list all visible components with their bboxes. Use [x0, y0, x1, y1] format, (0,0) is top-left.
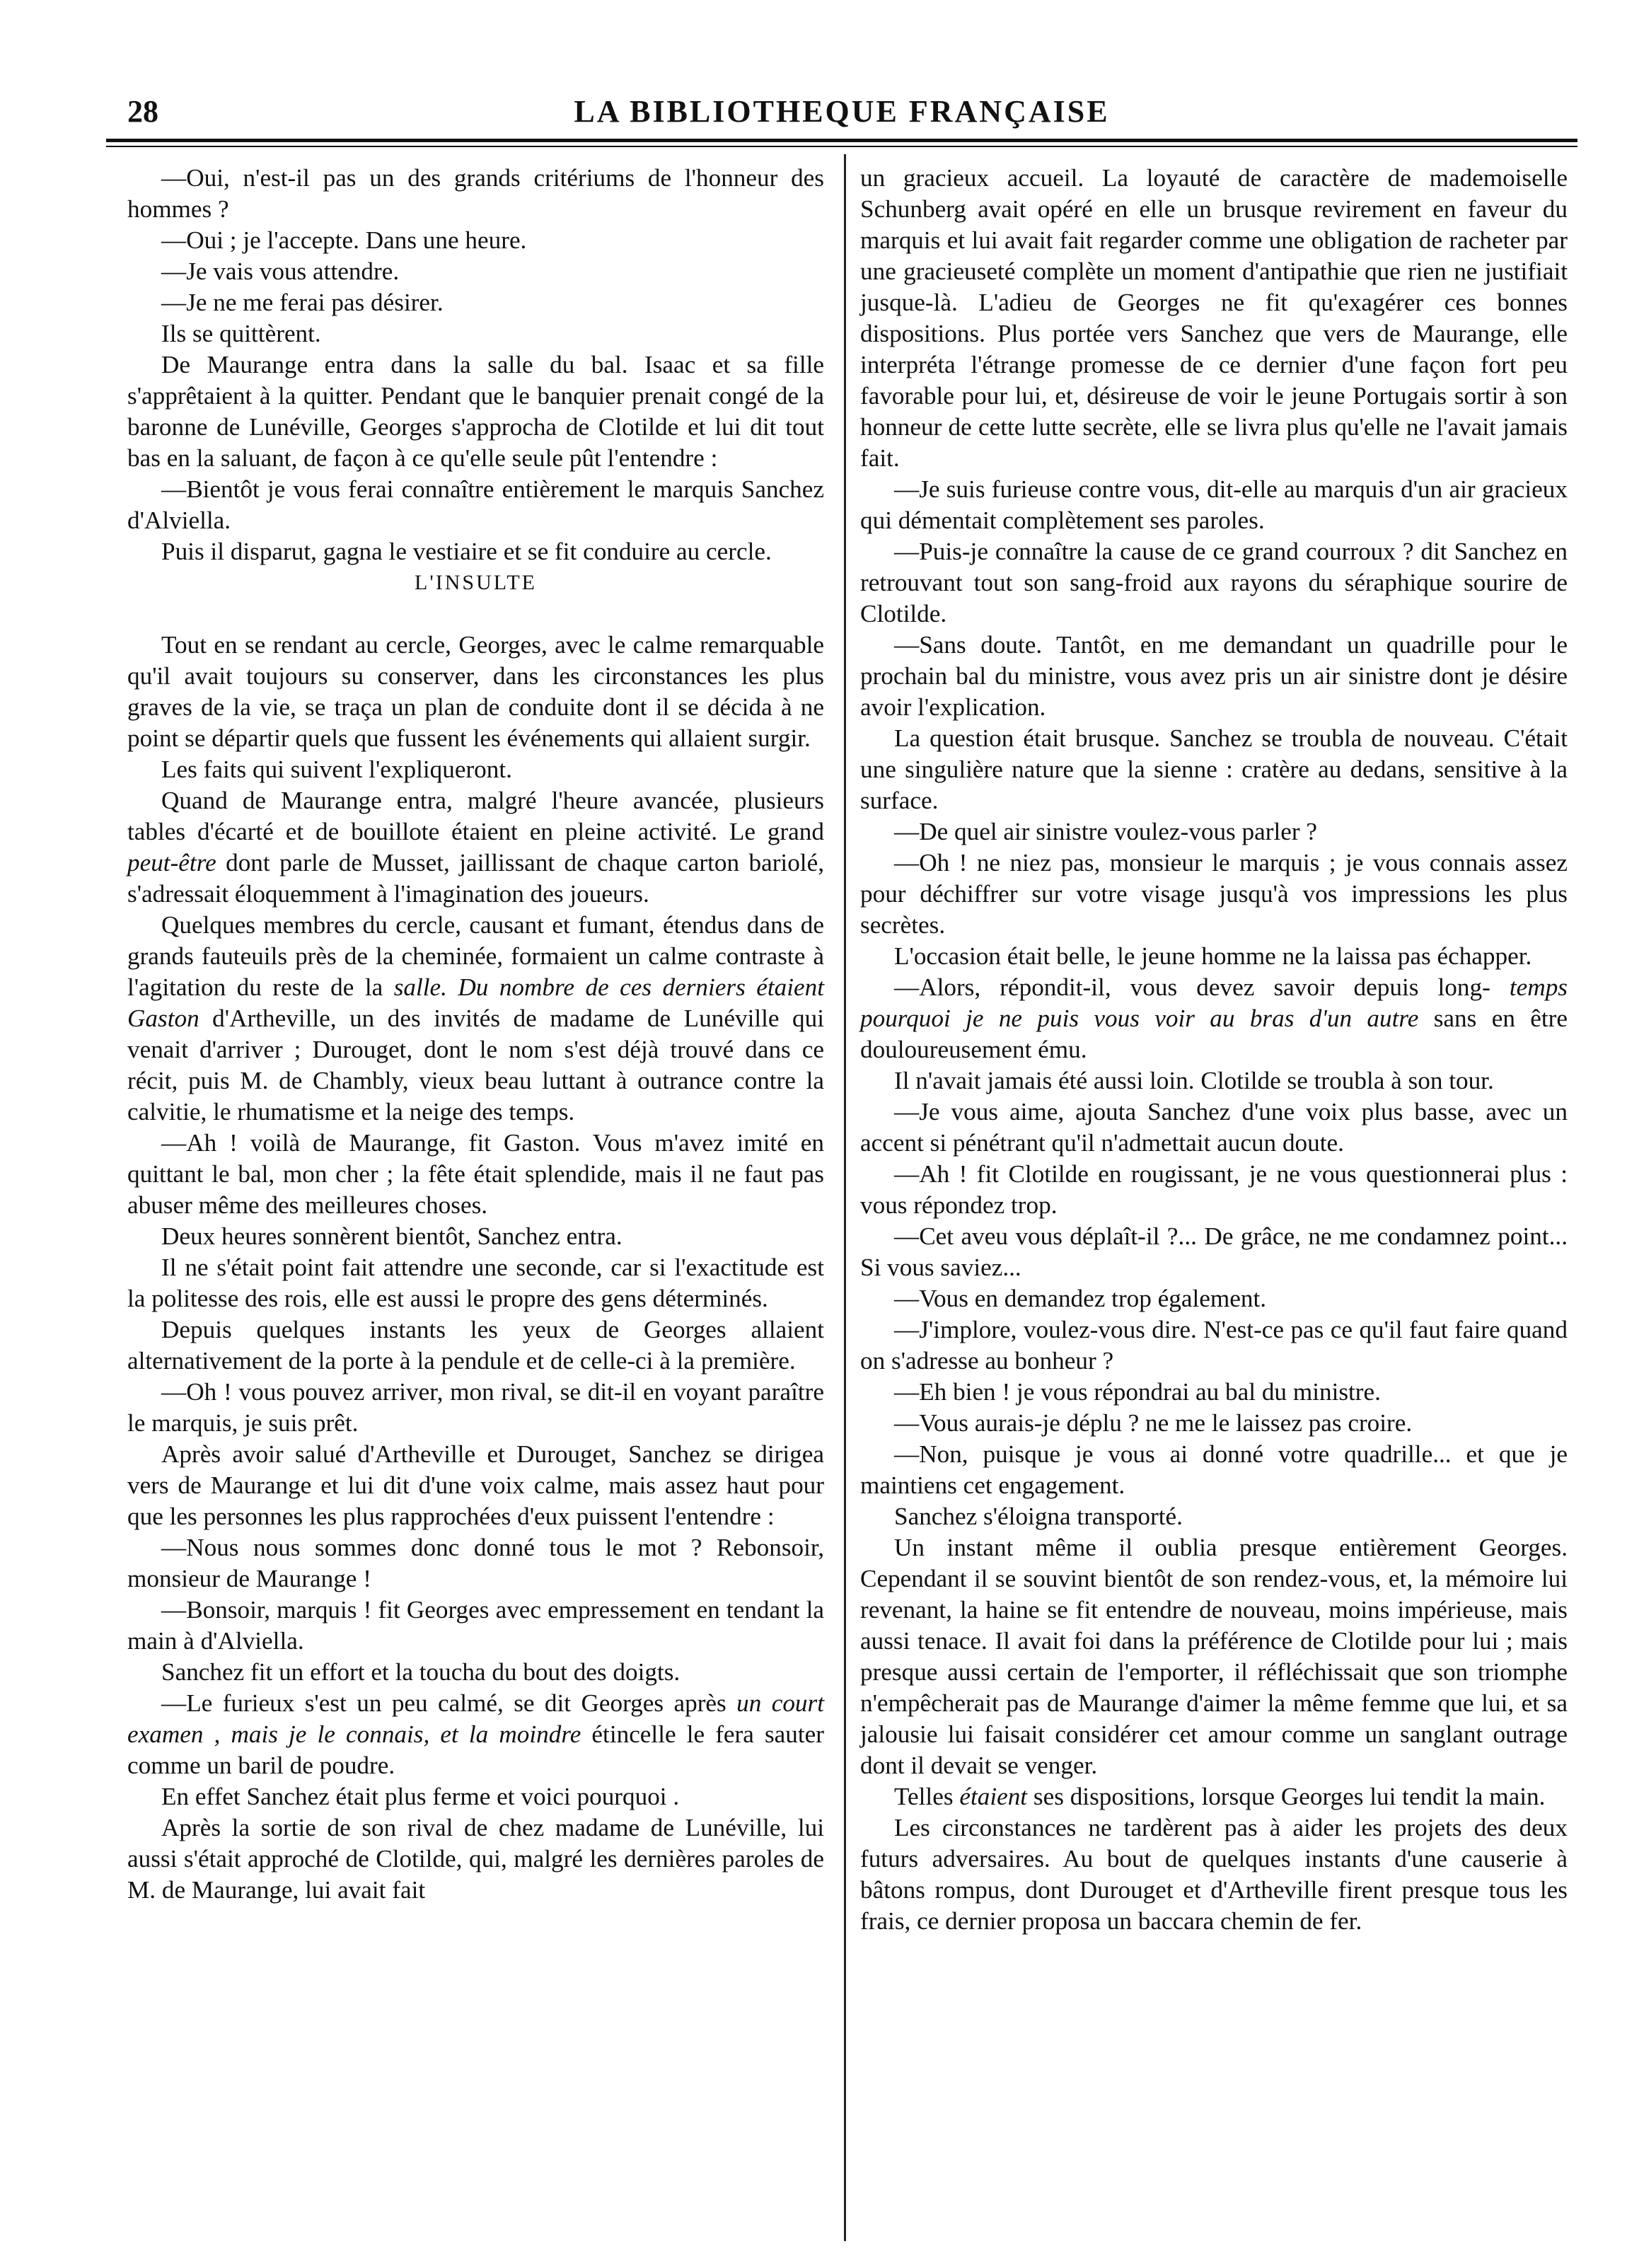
text-run: —Le furieux s'est un peu calmé, se dit Georges après [161, 1689, 737, 1717]
paragraph [127, 910, 824, 1128]
paragraph [860, 972, 1568, 1065]
paragraph: —Eh bien ! je vous répondrai au bal du ministre. [894, 1378, 1381, 1406]
paragraph: Après avoir salué d'Artheville et Durouget, Sanchez se dirigea vers de Maurange et lui dit d'une voix calme, mais assez haut pour que les personnes les plus rapprochées d'eux puissent l'entendre : [127, 1440, 824, 1530]
italic-text: un court examen , mais je le connais, et la moindre [127, 1689, 824, 1748]
paragraph: —Oh ! vous pouvez arriver, mon rival, se dit-il en voyant paraître le marquis, je suis prêt. [127, 1378, 824, 1437]
paragraph: —Oui, n'est-il pas un des grands critériums de l'honneur des hommes ? [127, 164, 824, 223]
paragraph: —Sans doute. Tantôt, en me demandant un quadrille pour le prochain bal du ministre, vous avez pris un air sinistre dont je désire avoir l'explication. [860, 631, 1568, 721]
paragraph: —Bonsoir, marquis ! fit Georges avec empressement en tendant la main à d'Alviella. [127, 1596, 824, 1655]
paragraph: —Oh ! ne niez pas, monsieur le marquis ; je vous connais assez pour déchiffrer sur votre visage jusqu'à vos impressions les plus secrètes. [860, 849, 1568, 939]
paragraph: La question était brusque. Sanchez se troubla de nouveau. C'était une singulière nature que la sienne : cratère au dedans, sensitive à la surface. [860, 724, 1568, 814]
paragraph: Il ne s'était point fait attendre une seconde, car si l'exactitude est la politesse des rois, elle est aussi le propre des gens déterminés. [127, 1254, 824, 1312]
paragraph [127, 1688, 824, 1781]
italic-text: temps pourquoi je ne puis vous voir au bras d'un autre [860, 973, 1568, 1032]
paragraph: Ils se quittèrent. [161, 320, 321, 347]
paragraph: —Je suis furieuse contre vous, dit-elle au marquis d'un air gracieux qui démentait complètement ses paroles. [860, 475, 1568, 534]
paragraph: L'occasion était belle, le jeune homme ne la laissa pas échapper. [894, 942, 1532, 970]
paragraph: —Je ne me ferai pas désirer. [161, 289, 444, 316]
paragraph: un gracieux accueil. La loyauté de caractère de mademoiselle Schunberg avait opéré en elle un brusque revirement en faveur du marquis et lui avait fait regarder comme une obligation de racheter par une gracieuseté complète un moment d'antipathie que rien ne justifiait jusque-là. L'adieu de Georges ne fit qu'exagérer ces bonnes dispositions. Plus portée vers Sanchez que vers de Maurange, elle interpréta l'étrange promesse de ce dernier d'une façon fort peu favorable pour lui, et, désireuse de voir le jeune Portugais sortir à son honneur de cette lutte secrète, elle se livra plus qu'elle ne l'avait jamais fait. [860, 164, 1568, 472]
paragraph: Depuis quelques instants les yeux de Georges allaient alternativement de la porte à la pendule et de celle-ci à la première. [127, 1316, 824, 1375]
running-title: LA BIBLIOTHEQUE FRANÇAISE [574, 94, 1110, 129]
paragraph: Les circonstances ne tardèrent pas à aider les projets des deux futurs adversaires. Au bout de quelques instants d'une causerie à bâtons rompus, dont Durouget et d'Artheville firent presque tous les frais, ce dernier proposa un baccara chemin de fer. [860, 1814, 1568, 1935]
paragraph: —Non, puisque je vous ai donné votre quadrille... et que je maintiens cet engagement. [860, 1440, 1568, 1499]
paragraph: Sanchez s'éloigna transporté. [894, 1503, 1183, 1530]
page-number: 28 [127, 94, 158, 129]
paragraph: —Puis-je connaître la cause de ce grand courroux ? dit Sanchez en retrouvant tout son sang-froid aux rayons du séraphique sourire de Clotilde. [860, 538, 1568, 627]
text-run: Telles [894, 1783, 960, 1810]
page-header [106, 93, 1577, 133]
paragraph: Les faits qui suivent l'expliqueront. [161, 756, 512, 783]
text-run: étincelle le fera sauter comme un baril de poudre. [127, 1720, 824, 1779]
column-divider [844, 154, 846, 2241]
paragraph: De Maurange entra dans la salle du bal. Isaac et sa fille s'apprêtaient à la quitter. Pendant que le banquier prenait congé de la baronne de Lunéville, Georges s'approcha de Clotilde et lui dit tout bas en la saluant, de façon à ce qu'elle seule pût l'entendre : [127, 351, 824, 472]
paragraph: —Vous en demandez trop également. [894, 1285, 1267, 1312]
paragraph: Il n'avait jamais été aussi loin. Clotilde se troubla à son tour. [894, 1067, 1494, 1094]
paragraph: En effet Sanchez était plus ferme et voici pourquoi . [161, 1783, 680, 1810]
paragraph: —J'implore, voulez-vous dire. N'est-ce pas ce qu'il faut faire quand on s'adresse au bonheur ? [860, 1316, 1568, 1375]
left-column [127, 163, 824, 1906]
paragraph: —Oui ; je l'accepte. Dans une heure. [161, 226, 527, 254]
paragraph [127, 785, 824, 910]
header-rule-thick [106, 139, 1577, 142]
paragraph: —Nous nous sommes donc donné tous le mot ? Rebonsoir, monsieur de Maurange ! [127, 1534, 824, 1592]
text-run: Quand de Maurange entra, malgré l'heure avancée, plusieurs tables d'écarté et de bouillote étaient en pleine activité. Le grand [127, 787, 824, 845]
paragraph [860, 1781, 1568, 1812]
paragraph: —Ah ! voilà de Maurange, fit Gaston. Vous m'avez imité en quittant le bal, mon cher ; la fête était splendide, mais il ne faut pas abuser même des meilleures choses. [127, 1129, 824, 1219]
paragraph: Puis il disparut, gagna le vestiaire et se fit conduire au cercle. [161, 538, 772, 565]
paragraph: —Ah ! fit Clotilde en rougissant, je ne vous questionnerai plus : vous répondez trop. [860, 1160, 1568, 1219]
section-heading: L'INSULTE [415, 571, 537, 594]
paragraph: —Je vous aime, ajouta Sanchez d'une voix plus basse, avec un accent si pénétrant qu'il n'admettait aucun doute. [860, 1098, 1568, 1157]
paragraph: Sanchez fit un effort et la toucha du bout des doigts. [161, 1658, 681, 1686]
paragraph: —De quel air sinistre voulez-vous parler ? [894, 818, 1317, 845]
text-run: —Alors, répondit-il, vous devez savoir depuis long- [894, 973, 1490, 1001]
paragraph: Tout en se rendant au cercle, Georges, avec le calme remarquable qu'il avait toujours su conserver, dans les circonstances les plus graves de la vie, se traça un plan de conduite dont il se décida à ne point se départir quels que fussent les événements qui allaient surgir. [127, 631, 824, 752]
paragraph: Deux heures sonnèrent bientôt, Sanchez entra. [161, 1222, 623, 1250]
text-run: dont parle de Musset, jaillissant de chaque carton bariolé, s'adressait éloquemment à l'imagination des joueurs. [127, 849, 824, 908]
paragraph: Après la sortie de son rival de chez madame de Lunéville, lui aussi s'était approché de Clotilde, qui, malgré les dernières paroles de M. de Maurange, lui avait fait [127, 1814, 824, 1904]
italic-text: peut-être [127, 849, 216, 876]
text-run: Quelques membres du cercle, causant et fumant, étendus dans de grands fauteuils près de la cheminée, formaient un calme contraste à l'agitation du reste de la [127, 911, 824, 1001]
text-run: ses dispositions, lorsque Georges lui tendit la main. [1027, 1783, 1546, 1810]
text-run: sans en être douloureusement ému. [860, 1005, 1568, 1063]
paragraph: —Vous aurais-je déplu ? ne me le laissez pas croire. [894, 1409, 1413, 1437]
header-rule-thin [106, 146, 1577, 147]
right-column [860, 163, 1568, 1937]
italic-text: salle. Du nombre de ces derniers étaient Gaston [127, 973, 824, 1032]
italic-text: étaient [959, 1783, 1028, 1810]
paragraph: —Bientôt je vous ferai connaître entièrement le marquis Sanchez d'Alviella. [127, 475, 824, 534]
paragraph: —Cet aveu vous déplaît-il ?... De grâce, ne me condamnez point... Si vous saviez... [860, 1222, 1568, 1281]
text-run: d'Artheville, un des invités de madame de Lunéville qui venait d'arriver ; Durouget, dont le nom s'est déjà trouvé dans ce récit, puis M. de Chambly, vieux beau luttant à outrance contre la calvitie, le rhumatisme et la neige des temps. [127, 1005, 824, 1126]
paragraph: —Je vais vous attendre. [161, 258, 400, 285]
paragraph: Un instant même il oublia presque entièrement Georges. Cependant il se souvint bientôt de son rendez-vous, et, la mémoire lui revenant, la haine se fit entendre de nouveau, moins impérieuse, mais aussi tenace. Il avait foi dans la préférence de Clotilde pour lui ; mais presque aussi certain de l'emporter, il réfléchissait que son triomphe n'empêcherait pas de Maurange d'aimer la même femme que lui, et sa jalousie lui faisait considérer cet amour comme un sanglant outrage dont il devait se venger. [860, 1534, 1568, 1779]
